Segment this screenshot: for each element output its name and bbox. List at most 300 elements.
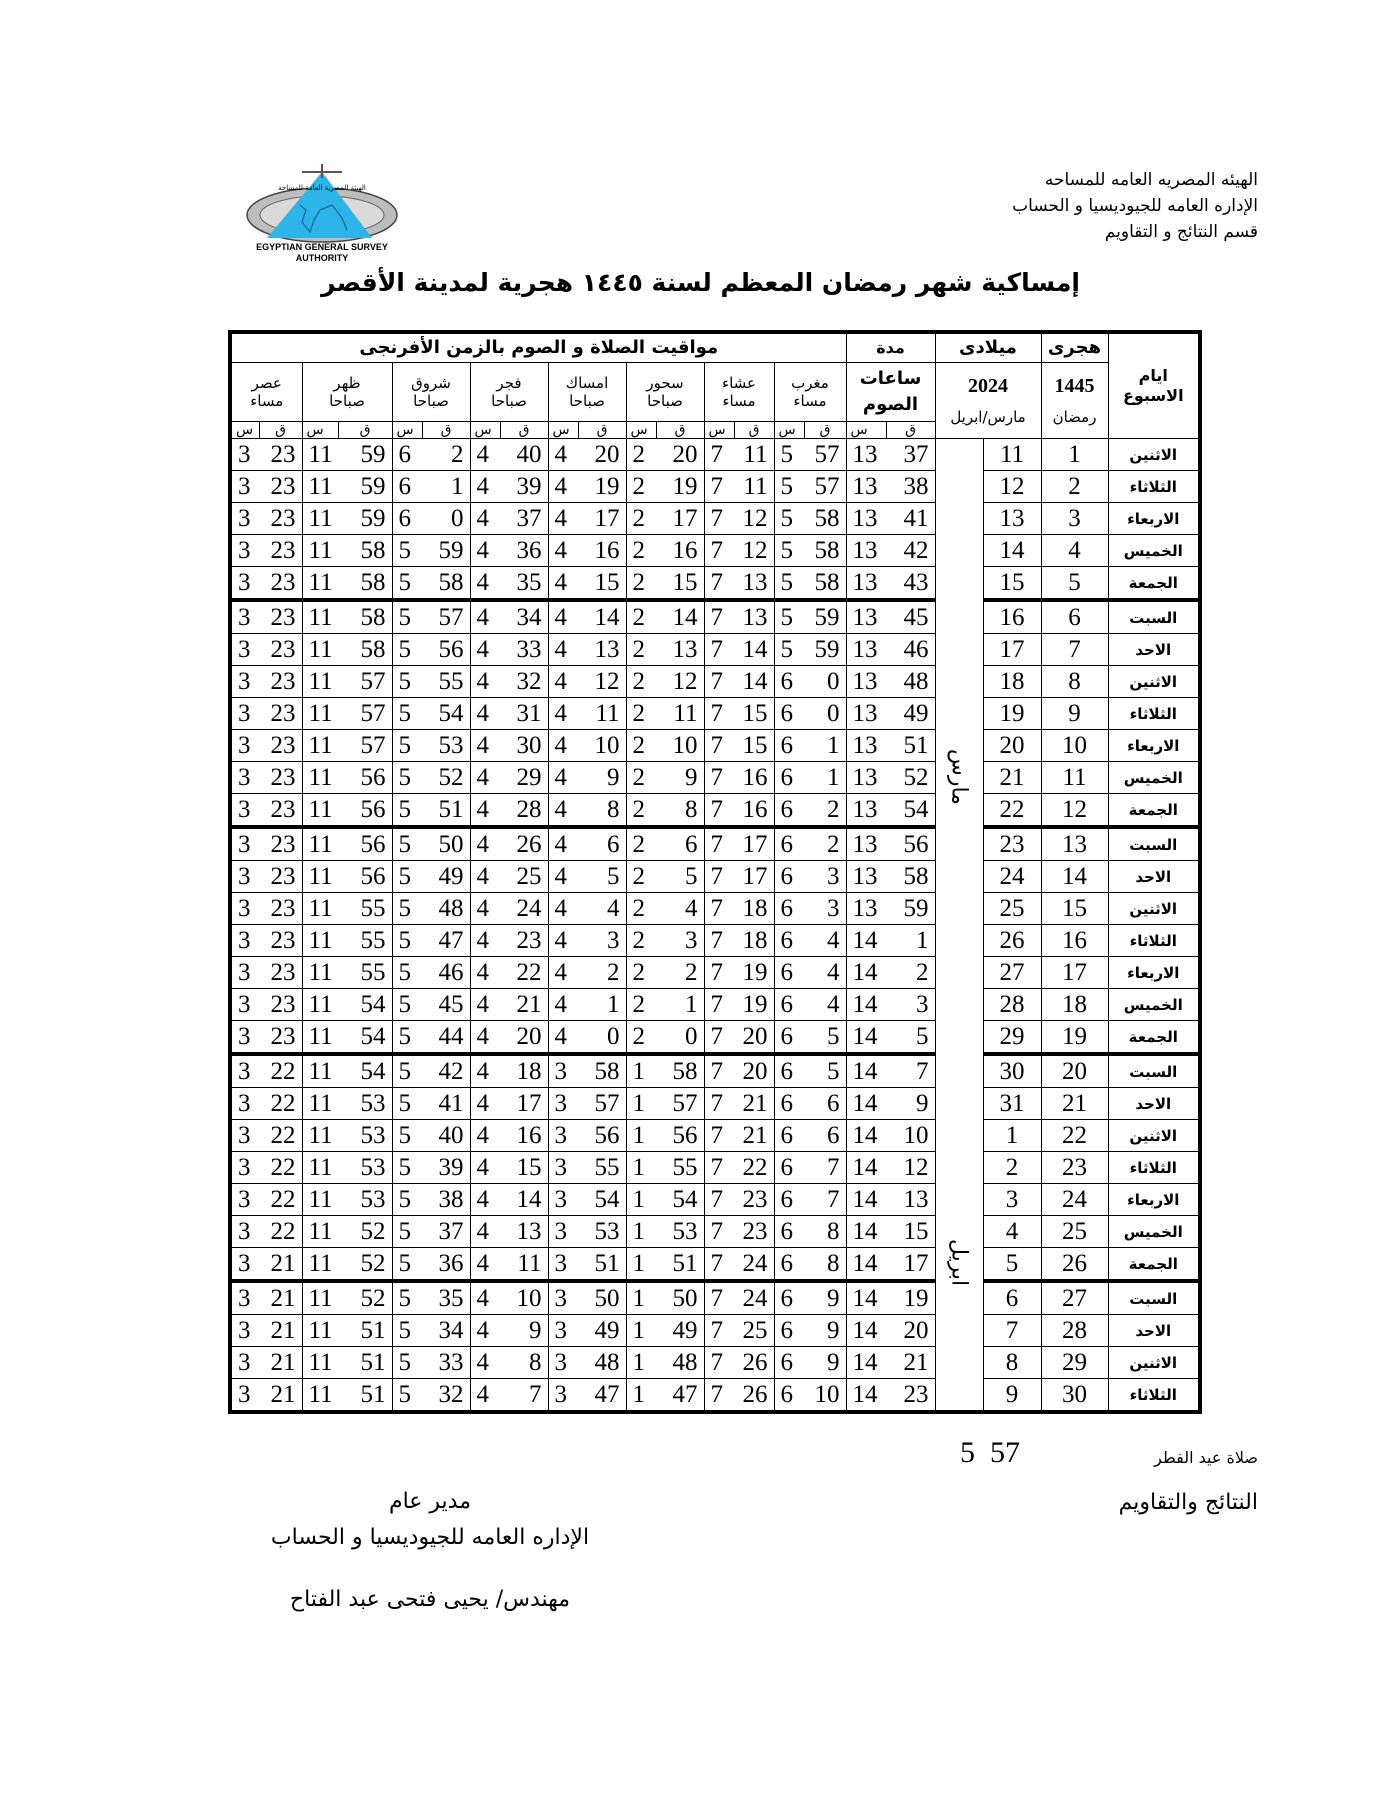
dhuhr-hour: 11 xyxy=(302,1347,338,1379)
fajr-hour: 4 xyxy=(470,794,500,828)
table-row xyxy=(230,535,1200,567)
asr-minute: 23 xyxy=(259,698,302,730)
suhoor-minute: 47 xyxy=(656,1379,704,1413)
maghrib-hour: 6 xyxy=(774,698,804,730)
shuruq-hour: 5 xyxy=(392,1347,422,1379)
table-row xyxy=(230,1152,1200,1184)
asr-minute: 23 xyxy=(259,666,302,698)
suhoor-hour: 1 xyxy=(626,1088,656,1120)
isha-hour: 7 xyxy=(704,1315,734,1347)
table-row xyxy=(230,762,1200,794)
suhoor-hour: 2 xyxy=(626,1021,656,1055)
fast-hour: 13 xyxy=(846,471,886,503)
asr-hour: 3 xyxy=(230,634,259,666)
fast-minute: 56 xyxy=(886,827,935,861)
dhuhr-minute: 51 xyxy=(338,1379,392,1413)
shuruq-minute: 42 xyxy=(422,1054,470,1088)
fast-minute: 38 xyxy=(886,471,935,503)
hijri-day: 21 xyxy=(1041,1088,1108,1120)
fast-hour: 14 xyxy=(846,1315,886,1347)
imsak-minute: 4 xyxy=(578,893,626,925)
weekday: الاثنين xyxy=(1108,666,1200,698)
shuruq-hour: 5 xyxy=(392,600,422,634)
fajr-minute: 40 xyxy=(500,439,548,471)
fast-hour: 14 xyxy=(846,1152,886,1184)
imsak-hour: 3 xyxy=(548,1120,578,1152)
imsak-hour: 4 xyxy=(548,861,578,893)
isha-minute: 24 xyxy=(734,1248,774,1282)
asr-minute: 21 xyxy=(259,1347,302,1379)
hijri-subheader xyxy=(1041,363,1108,439)
fast-minute: 41 xyxy=(886,503,935,535)
suhoor-minute: 51 xyxy=(656,1248,704,1282)
weekday: السبت xyxy=(1108,1281,1200,1315)
fajr-hour: 4 xyxy=(470,1347,500,1379)
weekday: الاحد xyxy=(1108,634,1200,666)
minute-unit-label: ق xyxy=(500,422,548,439)
fajr-hour: 4 xyxy=(470,1379,500,1413)
fast-minute: 2 xyxy=(886,957,935,989)
suhoor-hour: 1 xyxy=(626,1347,656,1379)
gregorian-day: 19 xyxy=(983,698,1041,730)
hijri-day: 7 xyxy=(1041,634,1108,666)
shuruq-minute: 53 xyxy=(422,730,470,762)
fajr-hour: 4 xyxy=(470,1281,500,1315)
imsak-hour: 3 xyxy=(548,1281,578,1315)
maghrib-minute: 9 xyxy=(804,1281,846,1315)
fast-minute: 7 xyxy=(886,1054,935,1088)
imsak-minute: 10 xyxy=(578,730,626,762)
hijri-day: 20 xyxy=(1041,1054,1108,1088)
isha-hour: 7 xyxy=(704,1184,734,1216)
suhoor-hour: 2 xyxy=(626,893,656,925)
asr-minute: 23 xyxy=(259,957,302,989)
dhuhr-hour: 11 xyxy=(302,666,338,698)
isha-hour: 7 xyxy=(704,1021,734,1055)
imsak-minute: 56 xyxy=(578,1120,626,1152)
dhuhr-hour: 11 xyxy=(302,1152,338,1184)
asr-minute: 23 xyxy=(259,861,302,893)
fast-minute: 19 xyxy=(886,1281,935,1315)
hijri-day: 18 xyxy=(1041,989,1108,1021)
weekday: الجمعة xyxy=(1108,1248,1200,1282)
logo-text-en: EGYPTIAN GENERAL SURVEY xyxy=(256,242,388,252)
maghrib-hour: 6 xyxy=(774,1248,804,1282)
asr-hour: 3 xyxy=(230,1088,259,1120)
fajr-minute: 8 xyxy=(500,1347,548,1379)
shuruq-minute: 32 xyxy=(422,1379,470,1413)
suhoor-header: سحور صباحا xyxy=(626,363,704,422)
imsak-hour: 3 xyxy=(548,1379,578,1413)
asr-hour: 3 xyxy=(230,1054,259,1088)
table-row xyxy=(230,1021,1200,1055)
asr-minute: 22 xyxy=(259,1184,302,1216)
weekday: الاربعاء xyxy=(1108,730,1200,762)
shuruq-hour: 5 xyxy=(392,1120,422,1152)
fajr-minute: 15 xyxy=(500,1152,548,1184)
asr-minute: 23 xyxy=(259,634,302,666)
isha-minute: 16 xyxy=(734,762,774,794)
fajr-hour: 4 xyxy=(470,1248,500,1282)
isha-minute: 26 xyxy=(734,1379,774,1413)
gregorian-day: 31 xyxy=(983,1088,1041,1120)
dhuhr-hour: 11 xyxy=(302,1184,338,1216)
suhoor-hour: 1 xyxy=(626,1184,656,1216)
isha-minute: 12 xyxy=(734,535,774,567)
asr-minute: 23 xyxy=(259,925,302,957)
asr-minute: 23 xyxy=(259,600,302,634)
dhuhr-hour: 11 xyxy=(302,925,338,957)
isha-hour: 7 xyxy=(704,471,734,503)
fast-minute: 43 xyxy=(886,567,935,601)
gregorian-day: 13 xyxy=(983,503,1041,535)
ramadan-timetable xyxy=(228,330,1202,1414)
dhuhr-minute: 59 xyxy=(338,471,392,503)
fast-hour: 13 xyxy=(846,893,886,925)
suhoor-minute: 19 xyxy=(656,471,704,503)
gregorian-day: 14 xyxy=(983,535,1041,567)
asr-minute: 23 xyxy=(259,762,302,794)
asr-minute: 22 xyxy=(259,1216,302,1248)
shuruq-hour: 5 xyxy=(392,1184,422,1216)
shuruq-minute: 51 xyxy=(422,794,470,828)
isha-minute: 22 xyxy=(734,1152,774,1184)
suhoor-hour: 2 xyxy=(626,666,656,698)
dhuhr-hour: 11 xyxy=(302,1315,338,1347)
isha-minute: 19 xyxy=(734,957,774,989)
fajr-hour: 4 xyxy=(470,989,500,1021)
fast-minute: 20 xyxy=(886,1315,935,1347)
asr-minute: 21 xyxy=(259,1379,302,1413)
maghrib-hour: 6 xyxy=(774,1184,804,1216)
suhoor-hour: 2 xyxy=(626,439,656,471)
imsak-minute: 12 xyxy=(578,666,626,698)
isha-minute: 20 xyxy=(734,1021,774,1055)
isha-minute: 15 xyxy=(734,730,774,762)
suhoor-hour: 1 xyxy=(626,1152,656,1184)
shuruq-hour: 5 xyxy=(392,634,422,666)
imsak-minute: 5 xyxy=(578,861,626,893)
dhuhr-minute: 57 xyxy=(338,666,392,698)
shuruq-hour: 5 xyxy=(392,1379,422,1413)
imsak-minute: 16 xyxy=(578,535,626,567)
fajr-minute: 33 xyxy=(500,634,548,666)
dhuhr-minute: 51 xyxy=(338,1347,392,1379)
isha-hour: 7 xyxy=(704,1347,734,1379)
maghrib-minute: 10 xyxy=(804,1379,846,1413)
fajr-hour: 4 xyxy=(470,567,500,601)
asr-hour: 3 xyxy=(230,471,259,503)
minute-unit-label: ق xyxy=(656,422,704,439)
asr-hour: 3 xyxy=(230,503,259,535)
shuruq-minute: 47 xyxy=(422,925,470,957)
suhoor-minute: 55 xyxy=(656,1152,704,1184)
weekday: السبت xyxy=(1108,600,1200,634)
suhoor-hour: 2 xyxy=(626,567,656,601)
table-row xyxy=(230,794,1200,828)
fast-minute: 9 xyxy=(886,1088,935,1120)
fast-hour: 13 xyxy=(846,698,886,730)
maghrib-minute: 6 xyxy=(804,1120,846,1152)
imsak-hour: 4 xyxy=(548,471,578,503)
logo-text-ar: الهيئة المصرية العامة للمساحة xyxy=(278,184,366,192)
fajr-hour: 4 xyxy=(470,1054,500,1088)
fajr-minute: 9 xyxy=(500,1315,548,1347)
isha-minute: 11 xyxy=(734,471,774,503)
maghrib-hour: 6 xyxy=(774,925,804,957)
org-name: الهيئه المصريه العامه للمساحه xyxy=(1044,170,1258,190)
dhuhr-minute: 57 xyxy=(338,730,392,762)
suhoor-hour: 2 xyxy=(626,600,656,634)
isha-hour: 7 xyxy=(704,634,734,666)
imsak-hour: 4 xyxy=(548,634,578,666)
suhoor-minute: 1 xyxy=(656,989,704,1021)
fajr-hour: 4 xyxy=(470,1088,500,1120)
suhoor-hour: 2 xyxy=(626,957,656,989)
shuruq-hour: 5 xyxy=(392,535,422,567)
dhuhr-hour: 11 xyxy=(302,634,338,666)
maghrib-hour: 6 xyxy=(774,794,804,828)
fast-duration-header-1: مدة xyxy=(846,332,935,363)
table-row xyxy=(230,567,1200,601)
dhuhr-minute: 55 xyxy=(338,893,392,925)
hijri-day: 1 xyxy=(1041,439,1108,471)
dhuhr-hour: 11 xyxy=(302,794,338,828)
weekday: الخميس xyxy=(1108,535,1200,567)
gregorian-day: 2 xyxy=(983,1152,1041,1184)
gregorian-day: 8 xyxy=(983,1347,1041,1379)
isha-minute: 16 xyxy=(734,794,774,828)
shuruq-hour: 5 xyxy=(392,861,422,893)
dhuhr-minute: 56 xyxy=(338,762,392,794)
asr-minute: 23 xyxy=(259,503,302,535)
asr-minute: 22 xyxy=(259,1088,302,1120)
fajr-minute: 10 xyxy=(500,1281,548,1315)
minute-unit-label: ق xyxy=(422,422,470,439)
fajr-hour: 4 xyxy=(470,861,500,893)
shuruq-hour: 5 xyxy=(392,1021,422,1055)
isha-hour: 7 xyxy=(704,861,734,893)
imsak-hour: 3 xyxy=(548,1216,578,1248)
gregorian-day: 22 xyxy=(983,794,1041,828)
isha-hour: 7 xyxy=(704,762,734,794)
dhuhr-minute: 52 xyxy=(338,1216,392,1248)
minute-unit-label: ق xyxy=(804,422,846,439)
maghrib-minute: 8 xyxy=(804,1248,846,1282)
fajr-minute: 39 xyxy=(500,471,548,503)
dhuhr-hour: 11 xyxy=(302,1379,338,1413)
shuruq-minute: 35 xyxy=(422,1281,470,1315)
shuruq-hour: 5 xyxy=(392,1315,422,1347)
asr-minute: 22 xyxy=(259,1152,302,1184)
hijri-day: 11 xyxy=(1041,762,1108,794)
asr-minute: 23 xyxy=(259,827,302,861)
suhoor-minute: 14 xyxy=(656,600,704,634)
maghrib-minute: 58 xyxy=(804,567,846,601)
imsak-minute: 51 xyxy=(578,1248,626,1282)
isha-hour: 7 xyxy=(704,1216,734,1248)
isha-minute: 21 xyxy=(734,1120,774,1152)
fast-minute: 58 xyxy=(886,861,935,893)
imsak-minute: 19 xyxy=(578,471,626,503)
gregorian-day: 30 xyxy=(983,1054,1041,1088)
isha-hour: 7 xyxy=(704,1088,734,1120)
gregorian-year: 2024 xyxy=(968,375,1008,397)
hijri-day: 23 xyxy=(1041,1152,1108,1184)
hijri-day: 10 xyxy=(1041,730,1108,762)
isha-minute: 12 xyxy=(734,503,774,535)
fajr-minute: 29 xyxy=(500,762,548,794)
shuruq-hour: 5 xyxy=(392,1281,422,1315)
isha-minute: 23 xyxy=(734,1184,774,1216)
weekday: الثلاثاء xyxy=(1108,471,1200,503)
fajr-hour: 4 xyxy=(470,730,500,762)
dhuhr-minute: 52 xyxy=(338,1248,392,1282)
fajr-minute: 23 xyxy=(500,925,548,957)
isha-minute: 19 xyxy=(734,989,774,1021)
maghrib-hour: 6 xyxy=(774,1379,804,1413)
weekday: الجمعة xyxy=(1108,1021,1200,1055)
dhuhr-hour: 11 xyxy=(302,567,338,601)
asr-hour: 3 xyxy=(230,698,259,730)
hour-unit-label: س xyxy=(302,422,338,439)
shuruq-minute: 1 xyxy=(422,471,470,503)
suhoor-hour: 2 xyxy=(626,762,656,794)
shuruq-hour: 5 xyxy=(392,1248,422,1282)
isha-minute: 23 xyxy=(734,1216,774,1248)
weekday: الجمعة xyxy=(1108,567,1200,601)
suhoor-minute: 53 xyxy=(656,1216,704,1248)
suhoor-minute: 48 xyxy=(656,1347,704,1379)
maghrib-hour: 6 xyxy=(774,1088,804,1120)
prayer-times-group-header: مواقيت الصلاة و الصوم بالزمن الأفرنجى xyxy=(230,332,846,363)
imsak-hour: 4 xyxy=(548,957,578,989)
asr-hour: 3 xyxy=(230,1152,259,1184)
fajr-hour: 4 xyxy=(470,1120,500,1152)
dhuhr-hour: 11 xyxy=(302,1021,338,1055)
dhuhr-hour: 11 xyxy=(302,730,338,762)
imsak-hour: 3 xyxy=(548,1152,578,1184)
hijri-day: 6 xyxy=(1041,600,1108,634)
fast-hour: 13 xyxy=(846,666,886,698)
asr-hour: 3 xyxy=(230,1315,259,1347)
imsak-hour: 4 xyxy=(548,698,578,730)
maghrib-hour: 5 xyxy=(774,600,804,634)
hour-unit-label: س xyxy=(704,422,734,439)
gregorian-day: 1 xyxy=(983,1120,1041,1152)
weekday: الثلاثاء xyxy=(1108,1379,1200,1413)
suhoor-minute: 50 xyxy=(656,1281,704,1315)
fajr-minute: 31 xyxy=(500,698,548,730)
shuruq-hour: 5 xyxy=(392,794,422,828)
dhuhr-hour: 11 xyxy=(302,1216,338,1248)
minute-unit-label: ق xyxy=(338,422,392,439)
asr-hour: 3 xyxy=(230,861,259,893)
asr-minute: 23 xyxy=(259,1021,302,1055)
minute-unit-label: ق xyxy=(734,422,774,439)
suhoor-minute: 58 xyxy=(656,1054,704,1088)
fast-minute: 54 xyxy=(886,794,935,828)
shuruq-hour: 5 xyxy=(392,957,422,989)
maghrib-minute: 3 xyxy=(804,861,846,893)
imsak-minute: 17 xyxy=(578,503,626,535)
maghrib-hour: 5 xyxy=(774,439,804,471)
asr-hour: 3 xyxy=(230,1120,259,1152)
fast-hour: 13 xyxy=(846,827,886,861)
month-label-april xyxy=(935,1120,983,1413)
shuruq-hour: 6 xyxy=(392,471,422,503)
days-header: ايام الاسبوع xyxy=(1108,332,1200,439)
isha-hour: 7 xyxy=(704,535,734,567)
dhuhr-minute: 59 xyxy=(338,439,392,471)
isha-minute: 17 xyxy=(734,861,774,893)
hijri-day: 19 xyxy=(1041,1021,1108,1055)
asr-hour: 3 xyxy=(230,893,259,925)
asr-hour: 3 xyxy=(230,1184,259,1216)
isha-hour: 7 xyxy=(704,1248,734,1282)
shuruq-minute: 44 xyxy=(422,1021,470,1055)
fajr-minute: 22 xyxy=(500,957,548,989)
maghrib-hour: 6 xyxy=(774,827,804,861)
shuruq-header: شروق صباحا xyxy=(392,363,470,422)
maghrib-hour: 5 xyxy=(774,471,804,503)
fast-minute: 21 xyxy=(886,1347,935,1379)
fast-minute: 42 xyxy=(886,535,935,567)
isha-minute: 21 xyxy=(734,1088,774,1120)
imsak-hour: 3 xyxy=(548,1088,578,1120)
suhoor-hour: 1 xyxy=(626,1315,656,1347)
fast-minute: 1 xyxy=(886,925,935,957)
fast-hour: 14 xyxy=(846,1184,886,1216)
maghrib-hour: 6 xyxy=(774,1315,804,1347)
asr-minute: 21 xyxy=(259,1315,302,1347)
fajr-hour: 4 xyxy=(470,439,500,471)
dhuhr-hour: 11 xyxy=(302,1281,338,1315)
maghrib-minute: 1 xyxy=(804,762,846,794)
shuruq-minute: 58 xyxy=(422,567,470,601)
hour-unit-label: س xyxy=(392,422,422,439)
imsak-minute: 2 xyxy=(578,957,626,989)
fajr-minute: 36 xyxy=(500,535,548,567)
fast-hour: 14 xyxy=(846,957,886,989)
shuruq-minute: 39 xyxy=(422,1152,470,1184)
maghrib-hour: 6 xyxy=(774,957,804,989)
maghrib-hour: 6 xyxy=(774,989,804,1021)
imsak-minute: 47 xyxy=(578,1379,626,1413)
asr-hour: 3 xyxy=(230,600,259,634)
imsak-hour: 4 xyxy=(548,925,578,957)
imsak-minute: 14 xyxy=(578,600,626,634)
gregorian-day: 4 xyxy=(983,1216,1041,1248)
weekday: الاثنين xyxy=(1108,1120,1200,1152)
dhuhr-minute: 54 xyxy=(338,1054,392,1088)
shuruq-minute: 0 xyxy=(422,503,470,535)
table-row xyxy=(230,503,1200,535)
imsak-hour: 4 xyxy=(548,762,578,794)
fajr-hour: 4 xyxy=(470,471,500,503)
asr-minute: 23 xyxy=(259,794,302,828)
suhoor-minute: 3 xyxy=(656,925,704,957)
maghrib-hour: 6 xyxy=(774,1021,804,1055)
gregorian-subheader xyxy=(935,363,1041,439)
shuruq-minute: 2 xyxy=(422,439,470,471)
table-row xyxy=(230,634,1200,666)
imsak-hour: 4 xyxy=(548,1021,578,1055)
fajr-hour: 4 xyxy=(470,503,500,535)
dhuhr-hour: 11 xyxy=(302,827,338,861)
fajr-hour: 4 xyxy=(470,1184,500,1216)
shuruq-hour: 5 xyxy=(392,893,422,925)
